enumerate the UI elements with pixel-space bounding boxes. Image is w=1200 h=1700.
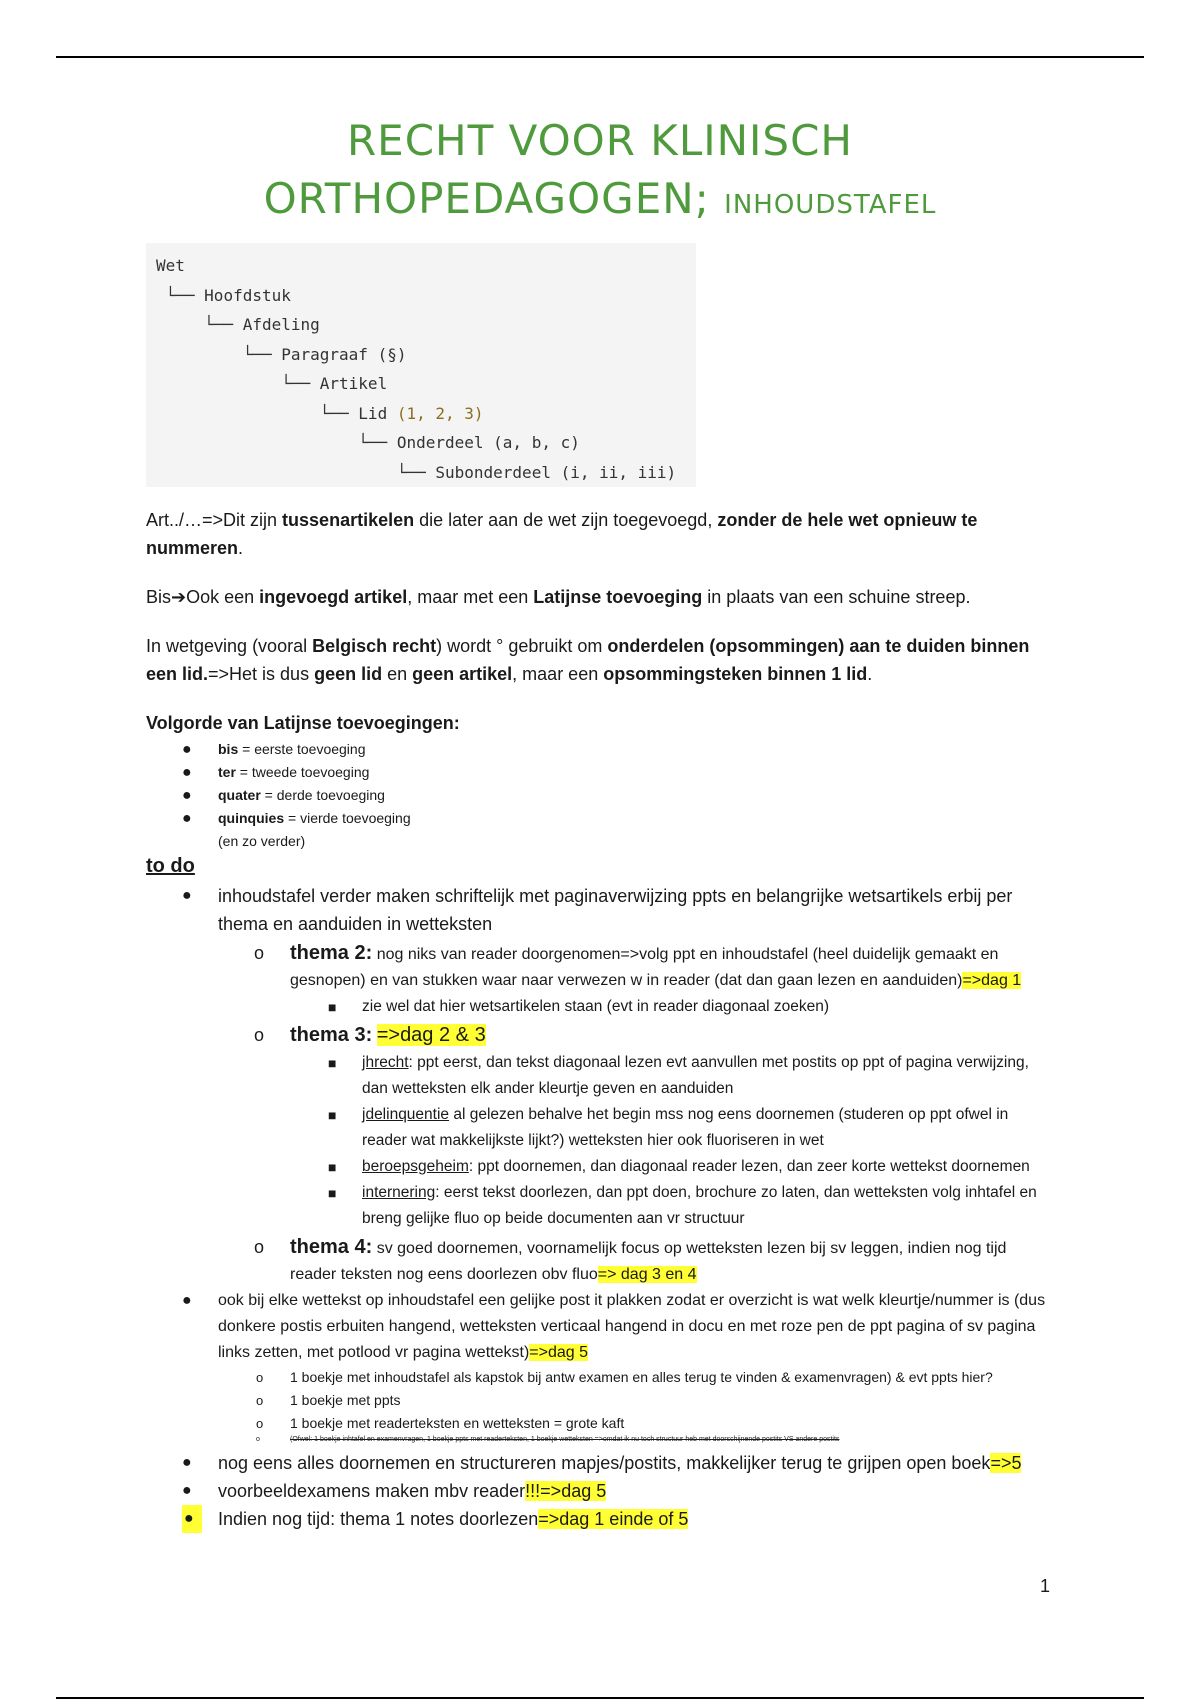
paragraph-bis [146, 583, 1046, 611]
tree-row [156, 251, 686, 281]
square-bullet-icon: ■ [328, 1055, 337, 1071]
p1-bold-b: tussenartikelen [282, 510, 415, 530]
thema-3-highlight: =>dag 2 & 3 [376, 1024, 486, 1046]
thema-3-sub [146, 1050, 1046, 1102]
term: bis [218, 741, 239, 757]
sub-text: : eerst tekst doorlezen, dan ppt doen, brochure zo laten, dan wetteksten volg inhtafel en breng gelijke fluo op beide documenten aan vr structuur [362, 1184, 1037, 1227]
term: ter [218, 764, 236, 780]
paragraph-wetgeving [146, 632, 1046, 688]
todo-item-4-text: voorbeeldexamens maken mbv reader [218, 1481, 526, 1501]
sub-text: : ppt eerst, dan tekst diagonaal lezen evt aanvullen met postits op ppt of pagina verwijzing, dan wetteksten elk ander kleurtje geven en aanduiden [362, 1054, 1029, 1097]
bullet-icon: ● [182, 787, 192, 804]
sub-topic: beroepsgeheim [362, 1158, 469, 1175]
p2-text-f: in plaats van een schuine streep. [702, 587, 971, 607]
page-number: 1 [1040, 1576, 1051, 1596]
todo-item-4-highlight: !!!=>dag 5 [525, 1481, 607, 1501]
todo-item-3-text: nog eens alles doornemen en structureren mapjes/postits, makkelijker terug te grijpen open boek [218, 1453, 991, 1473]
square-bullet-icon: ■ [328, 1185, 337, 1201]
todo-item-1-text: inhoudstafel verder maken schriftelijk met paginaverwijzing ppts en belangrijke wetsartikels erbij per thema en aanduiden in wetteksten [218, 886, 1013, 934]
p3-bold-h: geen artikel [412, 664, 513, 684]
tree-label: Hoofdstuk [204, 285, 291, 305]
term-desc: = tweede toevoeging [235, 764, 370, 780]
bullet-icon: ● [182, 887, 192, 904]
circle-bullet-icon: o [254, 1237, 265, 1257]
square-bullet-icon: ■ [328, 999, 337, 1015]
tree-prefix: └── [156, 374, 320, 393]
volgorde-extra: (en zo verder) [218, 833, 306, 849]
paragraph-tussenartikelen [146, 506, 1046, 562]
p3-bold-f: geen lid [314, 664, 383, 684]
tree-prefix: └── [156, 344, 282, 364]
circle-bullet-icon: o [254, 943, 265, 963]
tree-prefix: └── [156, 285, 205, 305]
todo-section [146, 852, 1046, 1533]
p2-text-a: Bis [146, 587, 172, 607]
thema-4-text: sv goed doornemen, voornamelijk focus op wetteksten lezen bij sv leggen, indien nog tijd reader teksten nog eens doorlezen obv fluo [290, 1240, 1007, 1283]
tree-prefix: └── [156, 433, 397, 452]
tree-row [156, 281, 686, 311]
volgorde-heading: Volgorde van Latijnse toevoegingen: [146, 713, 460, 733]
todo-item-2-text: ook bij elke wettekst op inhoudstafel een gelijke post it plakken zodat er overzicht is wat welk kleurtje/nummer is (dus donkere postis erbuiten hangend, wetteksten verticaal hangend in docu en met roze pen de ppt pagina of sv pagina links zetten, met potlood vr pagina wettekst) [218, 1292, 1046, 1361]
bullet-icon: ● [182, 1292, 192, 1309]
bottom-rule [56, 1697, 1144, 1699]
volgorde-list [146, 738, 1046, 853]
thema-2-sub-text: zie wel dat hier wetsartikelen staan (evt in reader diagonaal zoeken) [362, 998, 829, 1015]
p1-text-e: . [238, 538, 244, 558]
tree-label: Lid [358, 403, 397, 423]
title-subtitle: INHOUDSTAFEL [724, 190, 937, 220]
list-item [146, 738, 1046, 761]
thema-2-sub [146, 994, 1046, 1020]
circle-bullet-icon: o [256, 1370, 264, 1385]
thema-4-label: thema 4: [290, 1236, 373, 1258]
boekje-tiny-text: (Ofwel: 1 boekje inhtafel en examenvragen, 1 boekje ppts met readerteksten, 1 boekje wetteksten =>omdat ik nu toch structuur heb met doorschijnende postits VS andere postits [290, 1436, 840, 1443]
sub-text: al gelezen behalve het begin mss nog eens doornemen (studeren op ppt ofwel in reader wat makkelijkste lijkt?) wetteksten hier ook fluoriseren in wet [362, 1106, 1009, 1149]
tree-label: Subonderdeel (i, ii, iii) [435, 462, 677, 482]
term-desc: = eerste toevoeging [238, 741, 366, 757]
todo-item-5-highlight: =>dag 1 einde of 5 [538, 1509, 689, 1529]
tree-row [156, 399, 686, 429]
thema-3-item [146, 1022, 1046, 1050]
law-structure-code-block [146, 243, 696, 487]
sub-topic: jdelinquentie [362, 1106, 450, 1123]
tree-label: Afdeling [242, 315, 320, 334]
tree-label: Onderdeel (a, b, c) [396, 433, 580, 452]
tree-label: Artikel [319, 374, 388, 393]
volgorde-section [146, 709, 1046, 853]
list-item-extra [146, 830, 1046, 853]
thema-2-label: thema 2: [290, 942, 373, 964]
tree-row [156, 428, 686, 458]
bullet-icon: ● [182, 1482, 192, 1499]
boekje-text: 1 boekje met ppts [290, 1392, 401, 1408]
p2-text-d: , maar met een [407, 587, 534, 607]
boekje-tiny-note [146, 1435, 1050, 1445]
todo-item-3 [146, 1449, 1046, 1477]
todo-item-4 [146, 1477, 1046, 1505]
square-bullet-icon: ■ [328, 1107, 337, 1123]
p1-bold-d: zonder de hele wet opnieuw te nummeren [146, 510, 978, 558]
bullet-icon: ● [182, 1454, 192, 1471]
top-rule [56, 56, 1144, 58]
todo-item-3-highlight: =>5 [990, 1453, 1022, 1473]
circle-bullet-icon: o [256, 1416, 264, 1431]
tree-row [156, 458, 686, 488]
tree-prefix: └── [156, 315, 243, 334]
tree-label: Paragraaf (§) [281, 344, 407, 364]
sub-topic: internering [362, 1184, 436, 1201]
todo-item-1 [146, 882, 1046, 938]
p3-text-e: =>Het is dus [208, 664, 315, 684]
bullet-icon: ● [182, 810, 192, 827]
tree-row [156, 310, 686, 340]
square-bullet-icon: ■ [328, 1159, 337, 1175]
list-item [146, 807, 1046, 830]
thema-3-sub [146, 1102, 1046, 1154]
todo-list [146, 882, 1046, 1533]
p1-text-c: die later aan de wet zijn toegevoegd, [414, 510, 718, 530]
tree-row [156, 369, 686, 399]
list-item [146, 761, 1046, 784]
p3-bold-j: opsommingsteken binnen 1 lid [603, 664, 868, 684]
sub-topic: jhrecht [362, 1054, 409, 1071]
circle-bullet-icon: o [254, 1025, 265, 1045]
tree-args: (1, 2, 3) [396, 403, 484, 423]
term: quater [218, 787, 261, 803]
p3-text-i: , maar een [512, 664, 604, 684]
thema-2-highlight: =>dag 1 [962, 972, 1022, 989]
circle-bullet-icon: o [256, 1393, 264, 1408]
title-line-1: RECHT VOOR KLINISCH [347, 116, 853, 165]
tree-prefix: └── [156, 462, 436, 482]
thema-2-item [146, 940, 1046, 994]
title-line-2 [0, 170, 1200, 234]
list-item [146, 784, 1046, 807]
title-line-2-text: ORTHOPEDAGOGEN; [263, 174, 710, 223]
thema-3-sub [146, 1180, 1046, 1232]
todo-item-5-text: Indien nog tijd: thema 1 notes doorlezen [218, 1509, 539, 1529]
boekje-text: 1 boekje met inhoudstafel als kapstok bij antw examen en alles terug te vinden & examenvragen) & evt ppts hier? [290, 1369, 993, 1385]
p3-bold-b: Belgisch recht [312, 636, 437, 656]
thema-2-text: nog niks van reader doorgenomen=>volg ppt en inhoudstafel (heel duidelijk gemaakt en gesnopen) en van stukken waar naar verwezen w in reader (dat dan gaan lezen en aanduiden) [290, 946, 999, 989]
thema-3-sub [146, 1154, 1046, 1180]
bullet-icon: ● [182, 764, 192, 781]
thema-4-highlight: => dag 3 en 4 [597, 1266, 697, 1283]
p3-text-c: ) wordt ° gebruikt om [436, 636, 608, 656]
thema-4-item [146, 1234, 1046, 1288]
circle-bullet-icon: o [256, 1436, 260, 1443]
p3-text-g: en [382, 664, 413, 684]
sub-text: : ppt doornemen, dan diagonaal reader lezen, dan zeer korte wettekst doornemen [468, 1158, 1030, 1175]
boekje-item [146, 1389, 1046, 1412]
term-desc: = vierde toevoeging [284, 810, 411, 826]
todo-item-2-highlight: =>dag 5 [529, 1344, 588, 1361]
boekje-text: 1 boekje met readerteksten en wetteksten = grote kaft [290, 1415, 625, 1431]
boekje-item [146, 1412, 1046, 1435]
p3-text-a: In wetgeving (vooral [146, 636, 313, 656]
p2-bold-e: Latijnse toevoeging [533, 587, 703, 607]
p1-text-a: Art../…=>Dit zijn [146, 510, 283, 530]
term: quinquies [218, 810, 285, 826]
todo-item-2 [146, 1288, 1046, 1366]
todo-item-5 [146, 1505, 1046, 1533]
tree-prefix: └── [156, 403, 359, 423]
bullet-icon: ● [182, 741, 192, 758]
p2-bold-c: ingevoegd artikel [259, 587, 408, 607]
arrow-icon: ➔ [171, 587, 187, 607]
tree-prefix: Wet [156, 256, 185, 275]
p3-bold-d: onderdelen (opsommingen) aan te duiden binnen een lid. [146, 636, 1030, 684]
page-title [0, 112, 1200, 234]
todo-heading: to do [146, 855, 195, 877]
tree-row [156, 340, 686, 370]
boekje-item [146, 1366, 1046, 1389]
bullet-icon: ● [182, 1505, 202, 1533]
p3-text-k: . [867, 664, 873, 684]
thema-3-label: thema 3: [290, 1024, 373, 1046]
p2-text-b: Ook een [186, 587, 260, 607]
term-desc: = derde toevoeging [260, 787, 385, 803]
